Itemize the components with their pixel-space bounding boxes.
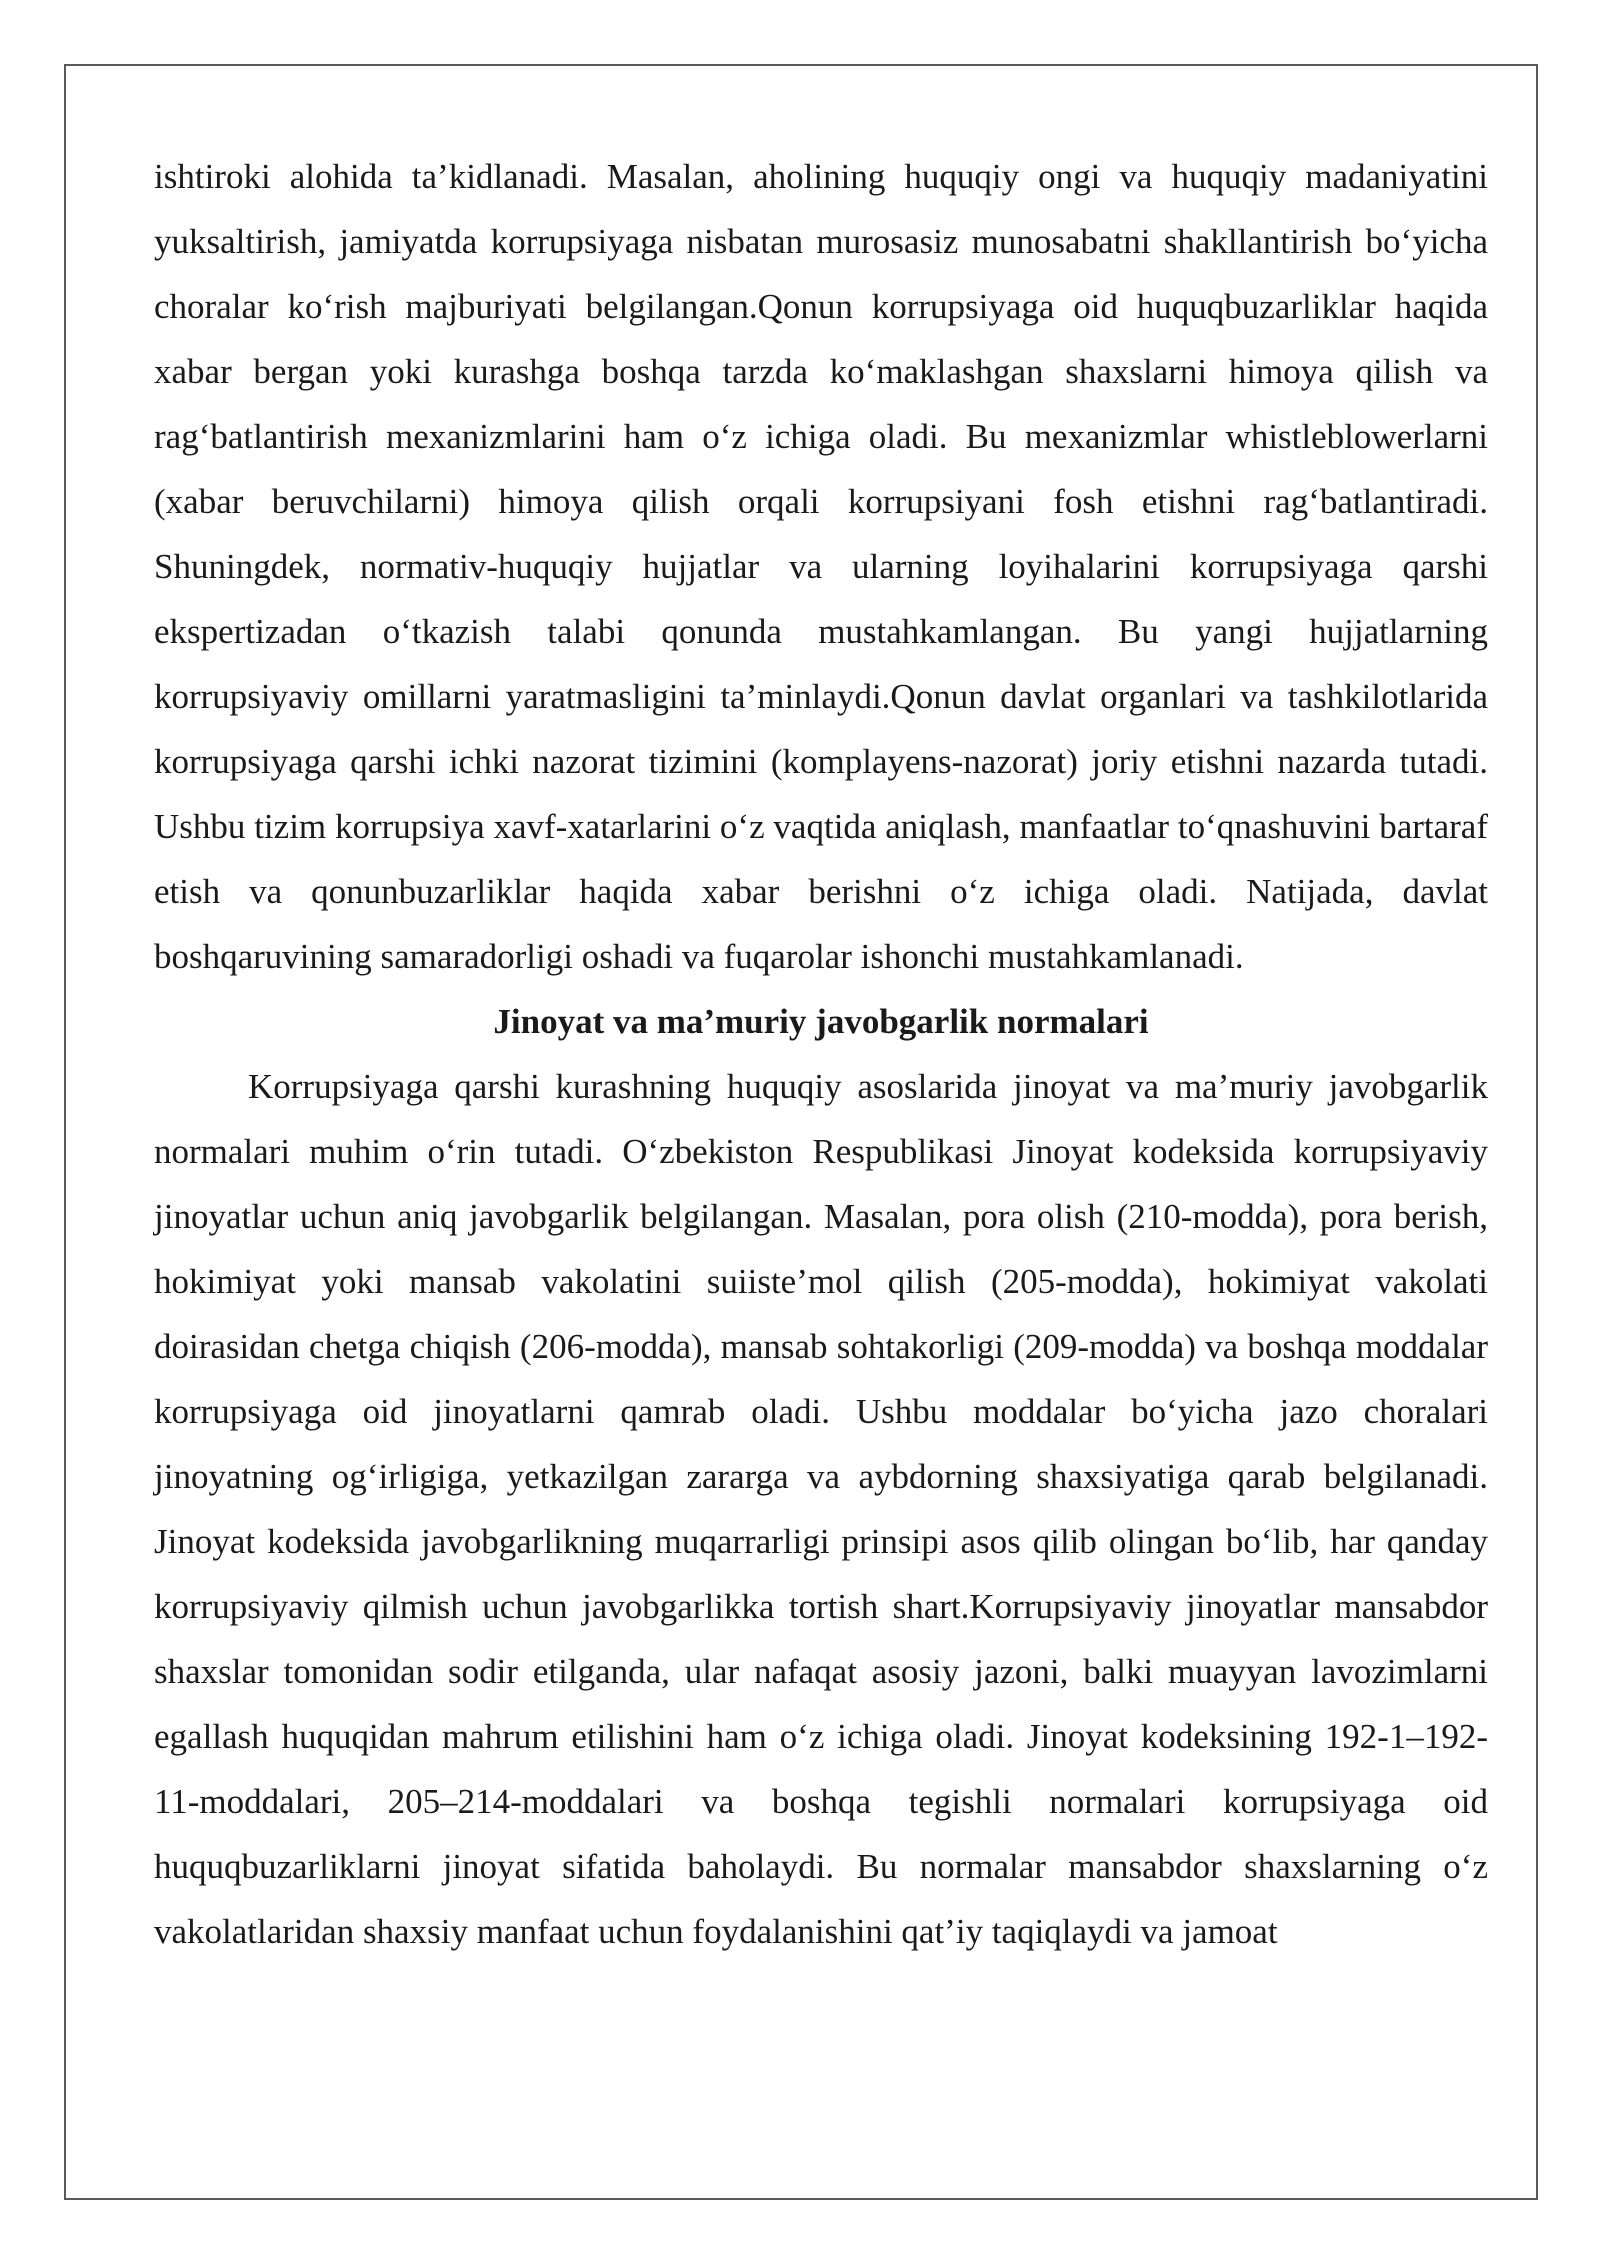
document-body [154, 144, 1488, 1964]
body-paragraph: ishtiroki alohida ta’kidlanadi. Masalan, aholining huquqiy ongi va huquqiy madaniyatini yuksaltirish, jamiyatda korrupsiyaga nisbatan murosasiz munosabatni shakllantirish bo‘yicha choralar ko‘rish majburiyati belgilangan.Qonun korrupsiyaga oid huquqbuzarliklar haqida xabar bergan yoki kurashga boshqa tarzda ko‘maklashgan shaxslarni himoya qilish va rag‘batlantirish mexanizmlarini ham o‘z ichiga oladi. Bu mexanizmlar whistleblowerlarni (xabar beruvchilarni) himoya qilish orqali korrupsiyani fosh etishni rag‘batlantiradi. Shuningdek, normativ-huquqiy hujjatlar va ularning loyihalarini korrupsiyaga qarshi ekspertizadan o‘tkazish talabi qonunda mustahkamlangan. Bu yangi hujjatlarning korrupsiyaviy omillarni yaratmasligini ta’minlaydi.Qonun davlat organlari va tashkilotlarida korrupsiyaga qarshi ichki nazorat tizimini (komplayens-nazorat) joriy etishni nazarda tutadi. Ushbu tizim korrupsiya xavf-xatarlarini o‘z vaqtida aniqlash, manfaatlar to‘qnashuvini bartaraf etish va qonunbuzarliklar haqida xabar berishni o‘z ichiga oladi. Natijada, davlat boshqaruvining samaradorligi oshadi va fuqarolar ishonchi mustahkamlanadi. [154, 157, 1488, 976]
body-paragraph: Korrupsiyaga qarshi kurashning huquqiy asoslarida jinoyat va ma’muriy javobgarlik normalari muhim o‘rin tutadi. O‘zbekiston Respublikasi Jinoyat kodeksida korrupsiyaviy jinoyatlar uchun aniq javobgarlik belgilangan. Masalan, pora olish (210-modda), pora berish, hokimiyat yoki mansab vakolatini suiiste’mol qilish (205-modda), hokimiyat vakolati doirasidan chetga chiqish (206-modda), mansab sohtakorligi (209-modda) va boshqa moddalar korrupsiyaga oid jinoyatlarni qamrab oladi. Ushbu moddalar bo‘yicha jazo choralari jinoyatning og‘irligiga, yetkazilgan zararga va aybdorning shaxsiyatiga qarab belgilanadi. Jinoyat kodeksida javobgarlikning muqarrarligi prinsipi asos qilib olingan bo‘lib, har qanday korrupsiyaviy qilmish uchun javobgarlikka tortish shart.Korrupsiyaviy jinoyatlar mansabdor shaxslar tomonidan sodir etilganda, ular nafaqat asosiy jazoni, balki muayyan lavozimlarni egallash huquqidan mahrum etilishini ham o‘z ichiga oladi. Jinoyat kodeksining 192-1–192-11-moddalari, 205–214-moddalari va boshqa tegishli normalari korrupsiyaga oid huquqbuzarliklarni jinoyat sifatida baholaydi. Bu normalar mansabdor shaxslarning o‘z vakolatlaridan shaxsiy manfaat uchun foydalanishini qat’iy taqiqlaydi va jamoat [154, 1067, 1488, 1951]
section-heading: Jinoyat va ma’muriy javobgarlik normalari [493, 1002, 1149, 1041]
